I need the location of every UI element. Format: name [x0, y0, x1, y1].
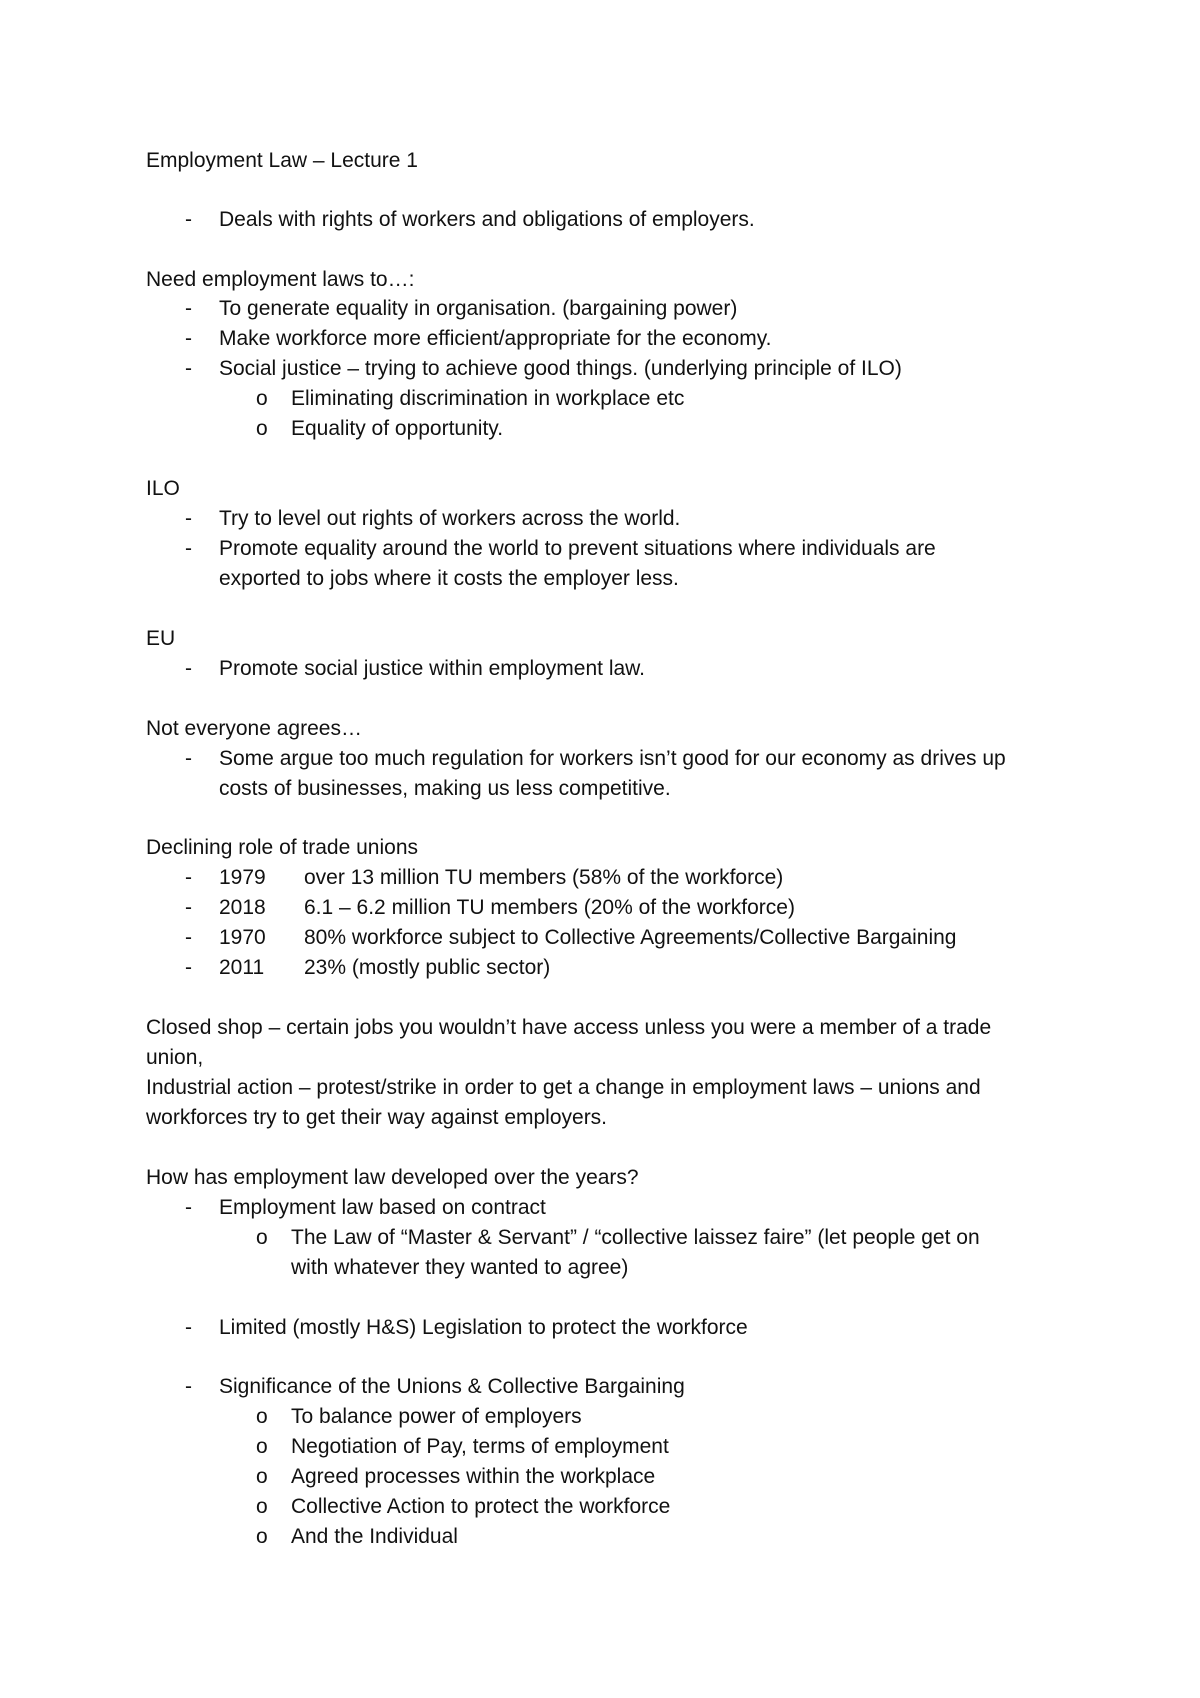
sub-bullet-circle: o [256, 1226, 268, 1249]
ilo-bullet: Promote equality around the world to prevent situations where individuals are [219, 537, 936, 560]
union-stat-year: 1970 [219, 926, 266, 949]
definition-line: Industrial action – protest/strike in order to get a change in employment laws – unions and [146, 1076, 981, 1099]
need-sub-bullet: Equality of opportunity. [291, 417, 504, 440]
bullet-dash: - [185, 357, 192, 380]
union-stat-text: 23% (mostly public sector) [304, 956, 551, 979]
need-heading: Need employment laws to…: [146, 268, 415, 291]
unions-heading: Declining role of trade unions [146, 836, 418, 859]
sub-bullet-circle: o [256, 1465, 268, 1488]
need-bullet: Make workforce more efficient/appropriate for the economy. [219, 327, 772, 350]
bullet-dash: - [185, 327, 192, 350]
sub-bullet-circle: o [256, 1435, 268, 1458]
sub-bullet-circle: o [256, 387, 268, 410]
definition-line: union, [146, 1046, 204, 1069]
union-stat-year: 1979 [219, 866, 266, 889]
development-bullet: Limited (mostly H&S) Legislation to protect the workforce [219, 1316, 748, 1339]
development-sub-bullet: Collective Action to protect the workforce [291, 1495, 671, 1518]
need-sub-bullet: Eliminating discrimination in workplace etc [291, 387, 685, 410]
intro-bullet: Deals with rights of workers and obligations of employers. [219, 208, 755, 231]
sub-bullet-circle: o [256, 417, 268, 440]
sub-bullet-circle: o [256, 1495, 268, 1518]
bullet-dash: - [185, 896, 192, 919]
bullet-dash: - [185, 926, 192, 949]
development-sub-bullet: Negotiation of Pay, terms of employment [291, 1435, 669, 1458]
bullet-dash: - [185, 657, 192, 680]
definition-line: workforces try to get their way against employers. [146, 1106, 608, 1129]
bullet-dash: - [185, 1375, 192, 1398]
bullet-dash: - [185, 747, 192, 770]
document-title: Employment Law – Lecture 1 [146, 149, 418, 172]
development-sub-bullet: And the Individual [291, 1525, 458, 1548]
eu-heading: EU [146, 627, 176, 650]
eu-bullet: Promote social justice within employment law. [219, 657, 646, 680]
union-stat-text: over 13 million TU members (58% of the workforce) [304, 866, 784, 889]
sub-bullet-circle: o [256, 1405, 268, 1428]
sub-bullet-circle: o [256, 1525, 268, 1548]
bullet-dash: - [185, 208, 192, 231]
ilo-heading: ILO [146, 477, 180, 500]
union-stat-year: 2011 [219, 956, 265, 979]
development-bullet: Significance of the Unions & Collective Bargaining [219, 1375, 685, 1398]
disagree-bullet-continuation: costs of businesses, making us less competitive. [219, 777, 671, 800]
development-bullet: Employment law based on contract [219, 1196, 546, 1219]
disagree-heading: Not everyone agrees… [146, 717, 362, 740]
union-stat-text: 6.1 – 6.2 million TU members (20% of the workforce) [304, 896, 795, 919]
ilo-bullet: Try to level out rights of workers across the world. [219, 507, 681, 530]
bullet-dash: - [185, 297, 192, 320]
development-sub-bullet-continuation: with whatever they wanted to agree) [291, 1256, 629, 1279]
development-heading: How has employment law developed over the years? [146, 1166, 639, 1189]
disagree-bullet: Some argue too much regulation for workers isn’t good for our economy as drives up [219, 747, 1006, 770]
development-sub-bullet: The Law of “Master & Servant” / “collective laissez faire” (let people get on [291, 1226, 980, 1249]
need-bullet: Social justice – trying to achieve good things. (underlying principle of ILO) [219, 357, 902, 380]
union-stat-year: 2018 [219, 896, 266, 919]
development-sub-bullet: Agreed processes within the workplace [291, 1465, 656, 1488]
need-bullet: To generate equality in organisation. (bargaining power) [219, 297, 738, 320]
bullet-dash: - [185, 866, 192, 889]
development-sub-bullet: To balance power of employers [291, 1405, 582, 1428]
bullet-dash: - [185, 1316, 192, 1339]
bullet-dash: - [185, 537, 192, 560]
bullet-dash: - [185, 956, 192, 979]
definition-line: Closed shop – certain jobs you wouldn’t have access unless you were a member of a trade [146, 1016, 992, 1039]
bullet-dash: - [185, 1196, 192, 1219]
union-stat-text: 80% workforce subject to Collective Agreements/Collective Bargaining [304, 926, 957, 949]
ilo-bullet-continuation: exported to jobs where it costs the employer less. [219, 567, 679, 590]
bullet-dash: - [185, 507, 192, 530]
